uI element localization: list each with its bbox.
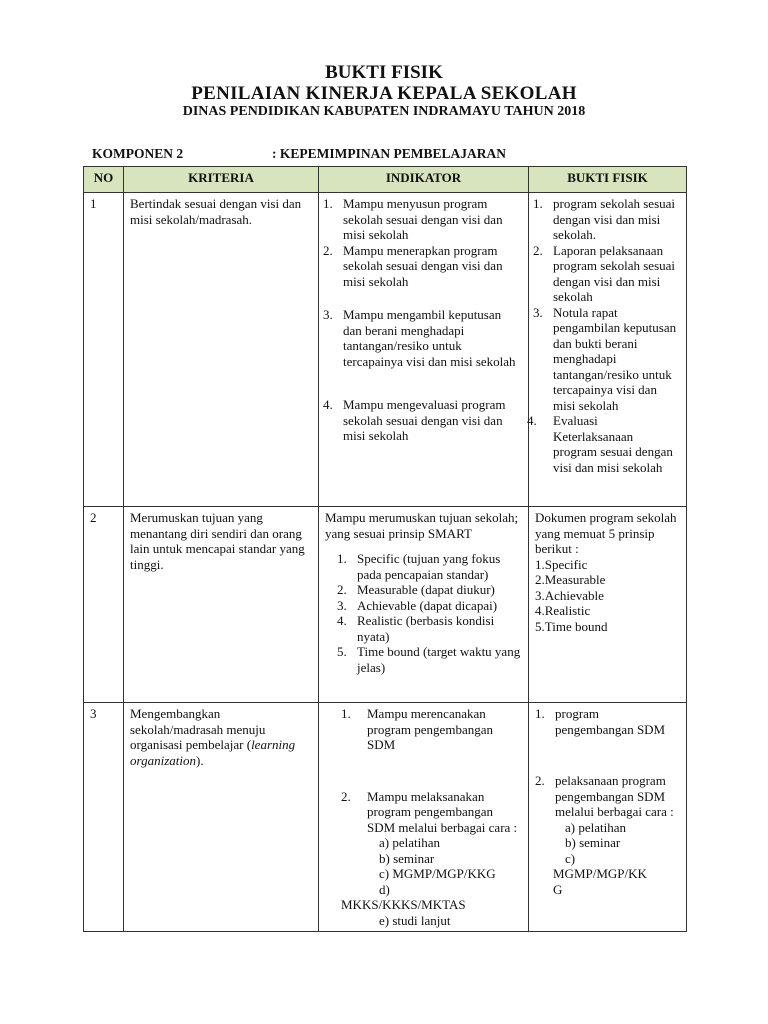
list-item: a) pelatihan bbox=[379, 835, 440, 850]
list-item: 3. Achievable (dapat dicapai) bbox=[337, 597, 498, 613]
list-item: a) pelatihan bbox=[565, 819, 626, 835]
list-item: b) seminar bbox=[379, 850, 435, 866]
list-item: 1. Mampu merencanakan program pengembangan SDM bbox=[341, 706, 493, 752]
list-item: MKKS/KKKS/MKTAS bbox=[341, 897, 466, 912]
list-item: 3.Achievable bbox=[535, 587, 604, 603]
row-indikator bbox=[319, 193, 529, 507]
doc-title: BUKTI FISIK bbox=[325, 62, 443, 83]
komponen-value: : KEPEMIMPINAN PEMBELAJARAN bbox=[272, 146, 506, 161]
komponen-label: KOMPONEN 2 bbox=[92, 146, 184, 161]
list-item: 3. Notula rapat pengambilan keputusan dan bukti berani menghadapi tantangan/resiko untuk tercapainya visi dan misi sekolah bbox=[533, 304, 677, 413]
row-bukti bbox=[529, 703, 687, 932]
list-item: 2. Laporan pelaksanaan program sekolah sesuai dengan visi dan misi sekolah bbox=[533, 242, 676, 304]
list-item: d) bbox=[379, 881, 390, 897]
list-item: 1. program sekolah sesuai dengan visi dan misi sekolah. bbox=[533, 196, 676, 242]
list-item: 1. Mampu menyusun program sekolah sesuai dengan visi dan misi sekolah bbox=[323, 196, 503, 242]
list-item: 2. Measurable (dapat diukur) bbox=[337, 582, 495, 597]
doc-institution: DINAS PENDIDIKAN KABUPATEN INDRAMAYU TAHUN 2018 bbox=[182, 104, 586, 119]
list-item: c) bbox=[565, 850, 576, 866]
table-row bbox=[84, 507, 687, 703]
row-bukti bbox=[529, 193, 687, 507]
table-row bbox=[84, 193, 687, 507]
col-header-no: NO bbox=[84, 167, 124, 193]
row-no: 3 bbox=[84, 703, 124, 932]
list-item: 1. program pengembangan SDM bbox=[535, 706, 666, 737]
komponen-heading bbox=[92, 146, 506, 162]
list-item: 2. pelaksanaan program pengembangan SDM melalui berbagai cara : bbox=[535, 773, 674, 819]
list-item: e) studi lanjut bbox=[379, 912, 451, 928]
list-item: 1. Specific (tujuan yang fokus pada pencapaian standar) bbox=[337, 551, 501, 582]
indikator-intro: Mampu merumuskan tujuan sekolah; yang sesuai prinsip SMART bbox=[325, 510, 519, 541]
list-item: 3. Mampu mengambil keputusan dan berani menghadapi tantangan/resiko untuk tercapainya visi dan misi sekolah bbox=[323, 307, 516, 369]
list-item: 4.Realistic bbox=[535, 603, 591, 618]
table-row bbox=[84, 703, 687, 932]
col-header-indikator: INDIKATOR bbox=[319, 167, 529, 193]
row-kriteria: Mengembangkan sekolah/madrasah menuju organisasi pembelajar (learning organization). bbox=[124, 703, 319, 932]
list-item: 2. Mampu melaksanakan program pengembangan SDM melalui berbagai cara : bbox=[341, 788, 518, 835]
row-indikator bbox=[319, 507, 529, 703]
col-header-kriteria: KRITERIA bbox=[124, 167, 319, 193]
table-header-row bbox=[84, 167, 687, 193]
list-item: b) seminar bbox=[565, 835, 621, 850]
list-item: 5.Time bound bbox=[535, 618, 608, 634]
list-item: 4. Evaluasi Keterlaksanaan program sesuai dengan visi dan misi sekolah bbox=[527, 413, 673, 475]
row-bukti bbox=[529, 507, 687, 703]
list-item: 2.Measurable bbox=[535, 572, 606, 587]
list-item: 1.Specific bbox=[535, 556, 588, 572]
row-no: 2 bbox=[84, 507, 124, 703]
row-kriteria: Bertindak sesuai dengan visi dan misi sekolah/madrasah. bbox=[124, 193, 319, 507]
list-item: 2. Mampu menerapkan program sekolah sesuai dengan visi dan misi sekolah bbox=[323, 242, 503, 289]
col-header-bukti: BUKTI FISIK bbox=[529, 167, 687, 193]
list-item: 5. Time bound (target waktu yang jelas) bbox=[337, 644, 521, 675]
list-item: G bbox=[553, 881, 563, 897]
list-item: 4. Realistic (berbasis kondisi nyata) bbox=[337, 613, 495, 644]
bukti-intro: Dokumen program sekolah yang memuat 5 prinsip berikut : bbox=[535, 510, 677, 556]
doc-subtitle: PENILAIAN KINERJA KEPALA SEKOLAH bbox=[191, 83, 577, 104]
criteria-table bbox=[83, 166, 687, 932]
list-item: c) MGMP/MGP/KKG bbox=[379, 866, 496, 881]
row-indikator bbox=[319, 703, 529, 932]
row-no: 1 bbox=[84, 193, 124, 507]
list-item: MGMP/MGP/KK bbox=[553, 866, 647, 881]
list-item: 4. Mampu mengevaluasi program sekolah sesuai dengan visi dan misi sekolah bbox=[323, 397, 506, 443]
row-kriteria: Merumuskan tujuan yang menantang diri sendiri dan orang lain untuk mencapai standar yang tinggi. bbox=[124, 507, 319, 703]
